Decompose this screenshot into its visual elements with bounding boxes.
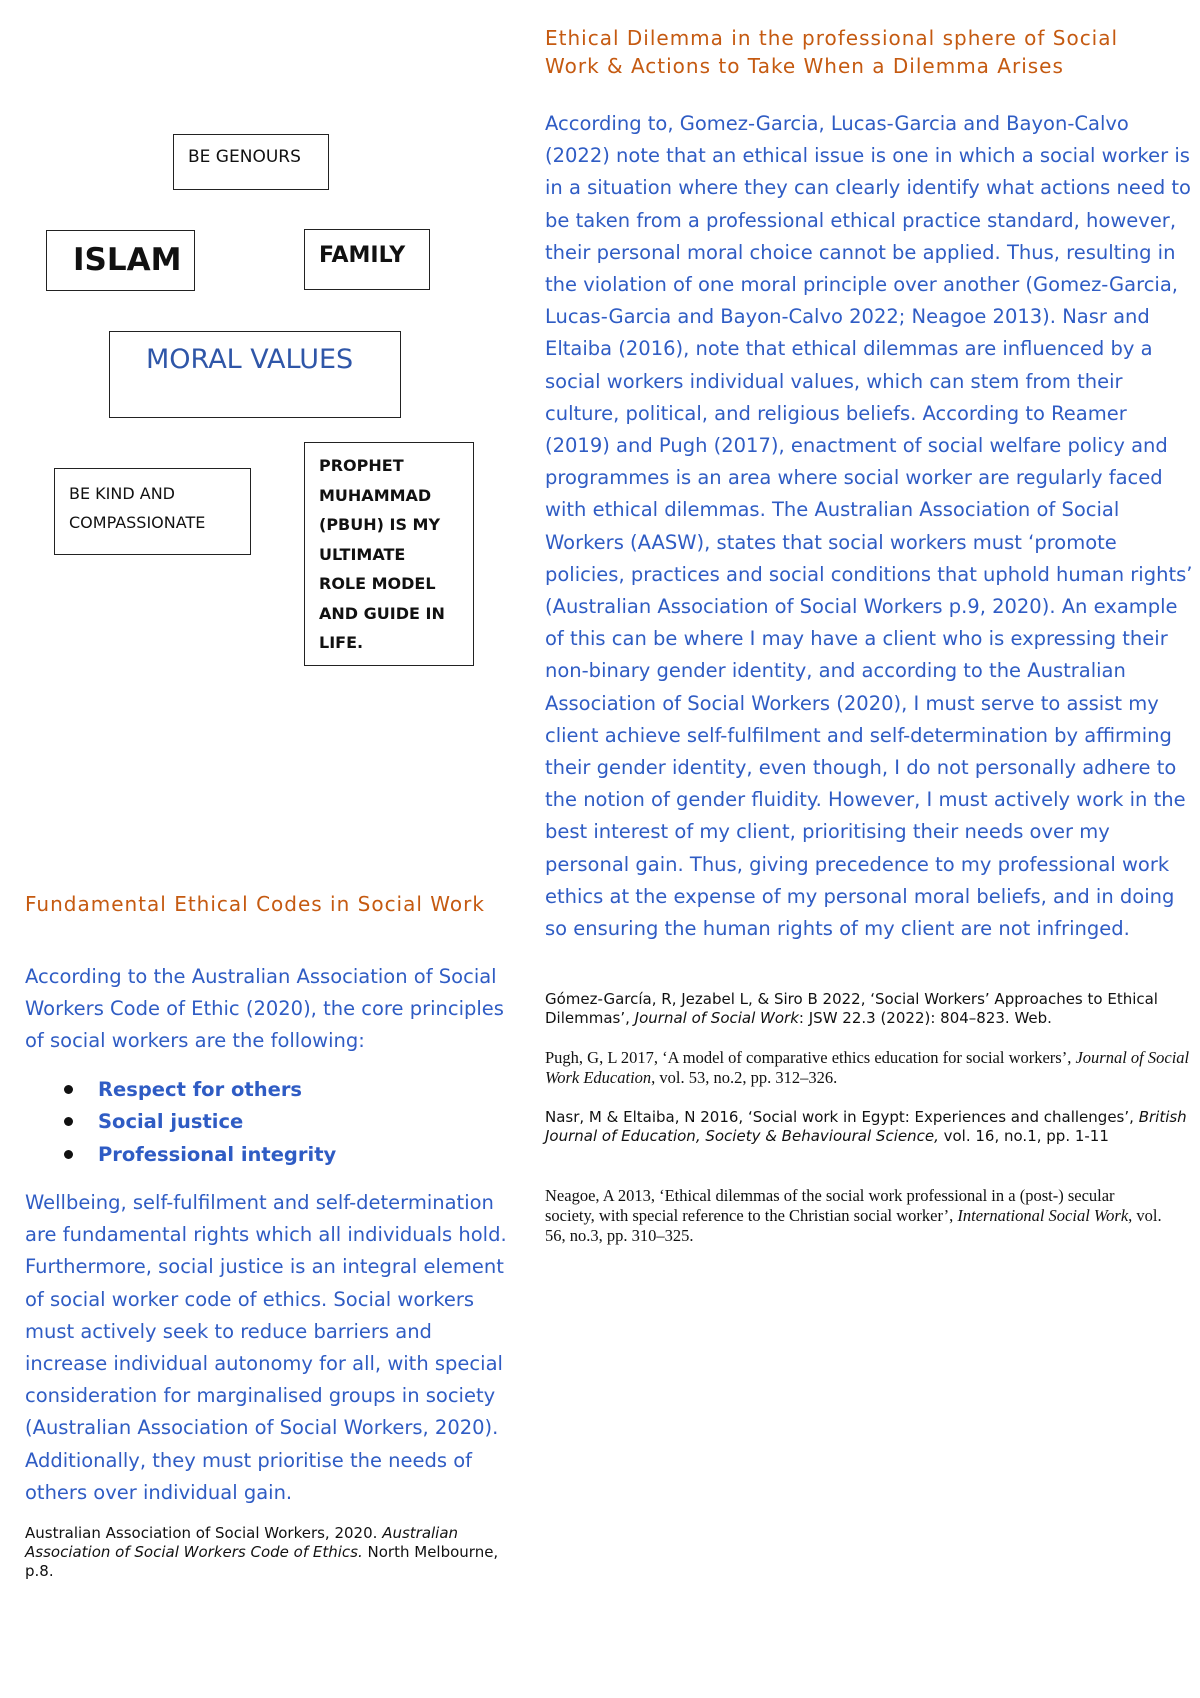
ethical-codes-body: Wellbeing, self-fulfilment and self-determination are fundamental rights which all individuals hold. Furthermore, social justice is an integral element of social worker code of ethics. Social workers must actively seek to reduce barriers and increase individual autonomy for all, with special consideration for marginalised groups in society (Australian Association of Social Workers, 2020). Additionally, they must prioritise the needs of others over individual gain.	[25, 1191, 507, 1504]
reference-text: Nasr, M & Eltaiba, N 2016, ‘Social work in Egypt: Experiences and challenges’,	[545, 1108, 1134, 1126]
islam-label: ISLAM	[73, 242, 182, 278]
reference-text: : JSW 22.3 (2022): 804–823. Web.	[798, 1009, 1052, 1027]
bullet-icon	[64, 1117, 73, 1126]
reference-text: Gómez-García, R, Jezabel L, & Siro B 2022, ‘Social Workers’ Approaches to Ethical Dilemmas’,	[545, 990, 1158, 1027]
kind-label-line: COMPASSIONATE	[69, 513, 206, 532]
reference-title: Australian Association of Social Workers Code of Ethics.	[25, 1524, 459, 1561]
prophet-label-line: LIFE.	[319, 633, 364, 652]
principle-label: Social justice	[98, 1110, 244, 1134]
mind-map-box-islam	[46, 230, 195, 291]
mind-map-box-moral-values	[109, 331, 401, 418]
reference-text: vol. 56, no.3, pp. 310–325.	[545, 1206, 1162, 1245]
prophet-label-line: (PBUH) IS MY	[319, 515, 441, 534]
mind-map-box-family	[304, 229, 430, 290]
reference-text: Australian Association of Social Workers, 2020.	[25, 1524, 378, 1542]
reference-journal: International Social Work,	[957, 1206, 1133, 1225]
family-label: FAMILY	[319, 243, 406, 268]
bullet-icon	[64, 1150, 73, 1159]
reference-journal: British Journal of Education, Society & Behavioural Science,	[545, 1108, 1187, 1145]
reference-neagoe	[545, 1186, 1165, 1246]
reference-nasr	[545, 1108, 1190, 1146]
list-item	[50, 1074, 336, 1106]
reference-text: North Melbourne, p.8.	[25, 1543, 499, 1580]
reference-text: vol. 16, no.1, pp. 1-11	[943, 1127, 1109, 1145]
mind-map-box-kind	[54, 468, 251, 555]
bullet-icon	[64, 1085, 73, 1094]
reference-gomez	[545, 990, 1185, 1028]
reference-text: Neagoe, A 2013, ‘Ethical dilemmas of the social work professional in a (post-) secular society, with special reference to the Christian social worker’,	[545, 1186, 1115, 1225]
reference-journal: Journal of Social Work	[634, 1009, 799, 1027]
principle-label: Respect for others	[98, 1078, 303, 1101]
moral-values-label: MORAL VALUES	[146, 344, 354, 375]
reference-text: , vol. 53, no.2, pp. 312–326.	[651, 1068, 838, 1087]
generous-label: BE GENOURS	[188, 147, 301, 167]
reference-aasw	[25, 1524, 515, 1581]
core-principles-list	[50, 1074, 336, 1171]
ethical-codes-intro: According to the Australian Association of Social Workers Code of Ethic (2020), the core principles of social workers are the following:	[25, 965, 504, 1053]
mind-map-box-generous	[173, 134, 329, 190]
ethical-dilemma-heading: Ethical Dilemma in the professional sphere of Social Work & Actions to Take When a Dilemma Arises	[545, 26, 1119, 78]
ethical-codes-heading: Fundamental Ethical Codes in Social Work	[25, 892, 485, 916]
prophet-label-line: ULTIMATE	[319, 544, 406, 564]
reference-journal: Journal of Social Work Education	[545, 1048, 1190, 1087]
list-item	[50, 1106, 336, 1138]
reference-pugh	[545, 1048, 1190, 1088]
prophet-label-line: AND GUIDE IN	[319, 603, 445, 623]
kind-label-line: BE KIND AND	[69, 484, 175, 503]
reference-text: Pugh, G, L 2017, ‘A model of comparative ethics education for social workers’,	[545, 1048, 1072, 1067]
mind-map-box-prophet	[304, 442, 474, 666]
ethical-dilemma-body: According to, Gomez-Garcia, Lucas-Garcia and Bayon-Calvo (2022) note that an ethical issue is one in which a social worker is in a situation where they can clearly identify what actions need to be taken from a professional ethical practice standard, however, their personal moral choice cannot be applied. Thus, resulting in the violation of one moral principle over another (Gomez-Garcia, Lucas-Garcia and Bayon-Calvo 2022; Neagoe 2013). Nasr and Eltaiba (2016), note that ethical dilemmas are influenced by a social workers individual values, which can stem from their culture, political, and religious beliefs. According to Reamer (2019) and Pugh (2017), enactment of social welfare policy and programmes is an area where social worker are regularly faced with ethical dilemmas. The Australian Association of Social Workers (AASW), states that social workers must ‘promote policies, practices and social conditions that uphold human rights’ (Australian Association of Social Workers p.9, 2020). An example of this can be where I may have a client who is expressing their non-binary gender identity, and according to the Australian Association of Social Workers (2020), I must serve to assist my client achieve self-fulfilment and self-determination by affirming their gender identity, even though, I do not personally adhere to the notion of gender fluidity. However, I must actively work in the best interest of my client, prioritising their needs over my personal gain. Thus, giving precedence to my professional work ethics at the expense of my personal moral beliefs, and in doing so ensuring the human rights of my client are not infringed.	[545, 112, 1193, 941]
prophet-label-line: MUHAMMAD	[319, 485, 432, 505]
list-item	[50, 1139, 336, 1171]
principle-label: Professional integrity	[98, 1142, 337, 1166]
prophet-label-line: ROLE MODEL	[319, 574, 436, 593]
prophet-label-line: PROPHET	[319, 456, 404, 475]
